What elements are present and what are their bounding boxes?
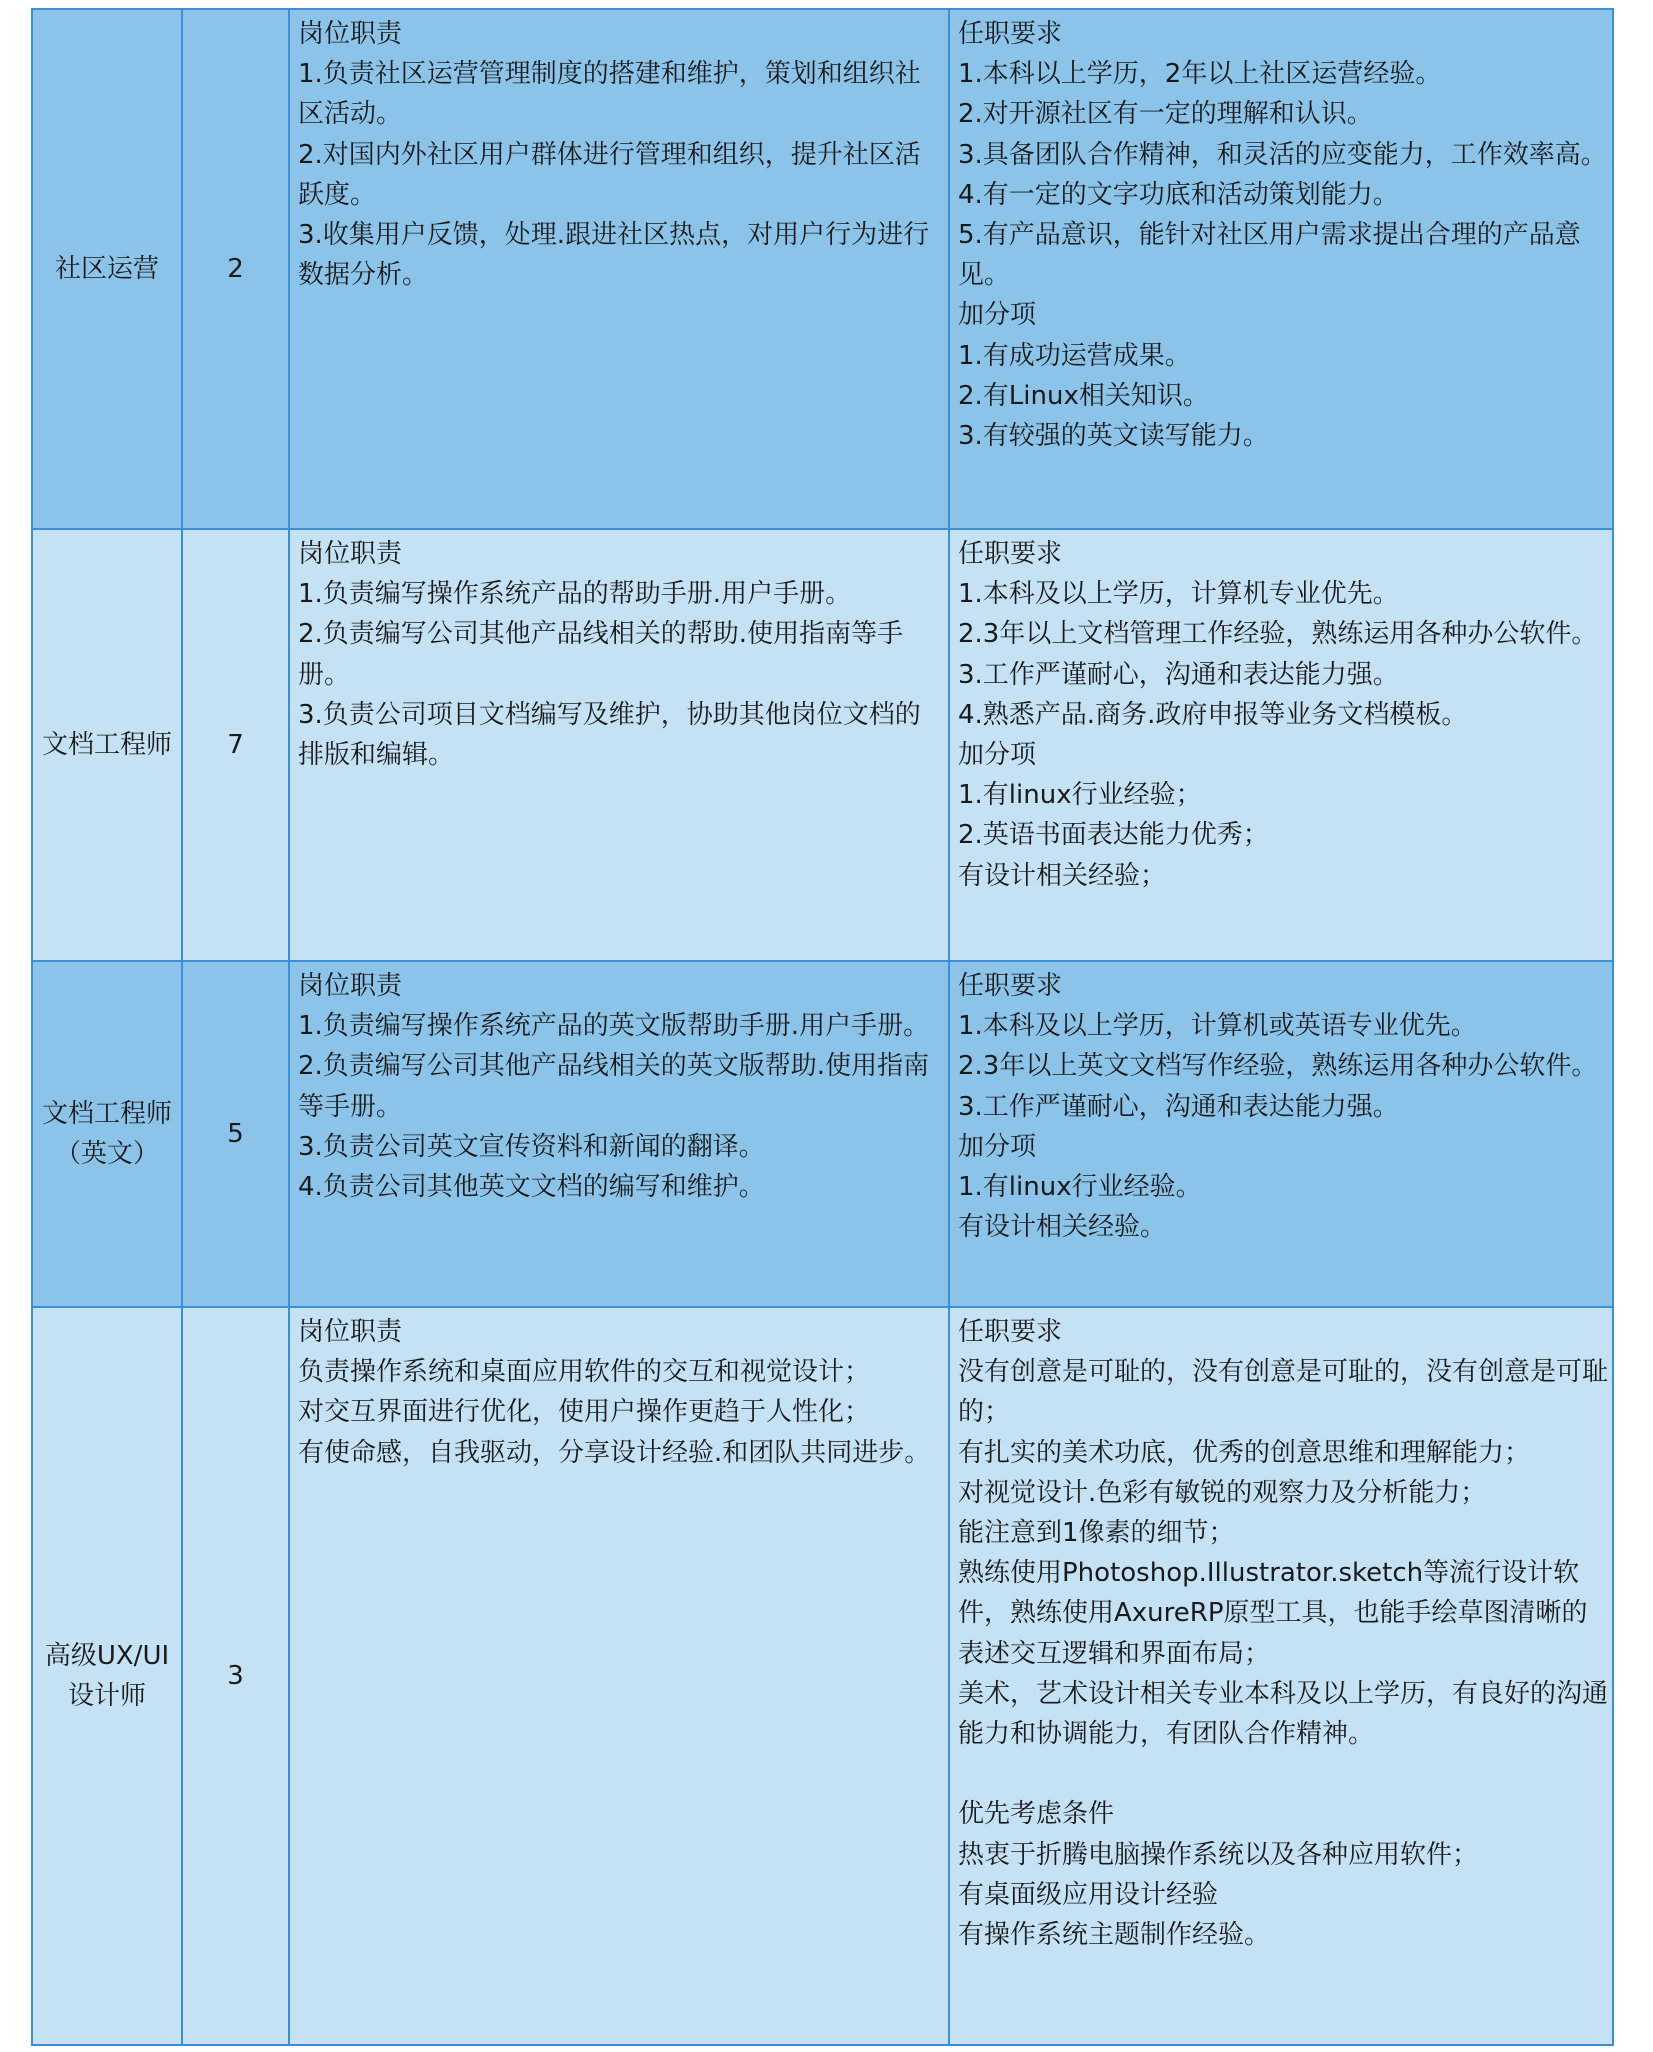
headcount: 2 [227,253,244,284]
duty-item: 2.负责编写公司其他产品线相关的帮助.使用指南等手册。 [298,619,904,690]
table-row [32,9,1613,529]
duties-cell [289,1307,949,2045]
duty-item: 有使命感，自我驱动，分享设计经验.和团队共同进步。 [298,1437,931,1468]
requirements-heading: 任职要求 [958,1317,1063,1347]
duty-item: 2.负责编写公司其他产品线相关的英文版帮助.使用指南等手册。 [298,1051,930,1122]
preferred-heading: 优先考虑条件 [958,1799,1115,1830]
duties-cell [289,9,949,529]
bonus-item: 有设计相关经验。 [958,1212,1167,1243]
preferred-item: 有桌面级应用设计经验 [958,1879,1219,1910]
duty-item: 负责操作系统和桌面应用软件的交互和视觉设计； [298,1357,871,1388]
bonus-item: 有设计相关经验； [958,860,1167,891]
position-name: 文档工程师 [41,730,172,760]
requirements-cell [949,961,1613,1307]
duty-item: 1.负责社区运营管理制度的搭建和维护，策划和组织社区活动。 [298,59,921,130]
requirement-item: 4.熟悉产品.商务.政府申报等业务文档模板。 [958,699,1468,730]
requirements-heading: 任职要求 [958,971,1063,1001]
preferred-item: 热衷于折腾电脑操作系统以及各种应用软件； [958,1839,1479,1870]
requirement-item: 2.3年以上文档管理工作经验，熟练运用各种办公软件。 [958,619,1598,650]
table-row [32,529,1613,961]
requirement-item: 1.本科以上学历，2年以上社区运营经验。 [958,59,1442,90]
headcount-cell [182,961,289,1307]
requirement-item: 美术，艺术设计相关专业本科及以上学历，有良好的沟通能力和协调能力，有团队合作精神。 [958,1678,1609,1750]
headcount-cell [182,9,289,529]
requirement-item: 3.工作严谨耐心，沟通和表达能力强。 [958,1091,1399,1122]
duties-heading: 岗位职责 [298,971,403,1001]
requirement-item: 1.本科及以上学历，计算机专业优先。 [958,579,1399,610]
table-row [32,1307,1613,2045]
duties-heading: 岗位职责 [298,19,403,49]
requirement-item: 能注意到1像素的细节； [958,1518,1235,1549]
requirements-cell [949,1307,1613,2045]
duties-cell [289,961,949,1307]
requirement-item: 对视觉设计.色彩有敏锐的观察力及分析能力； [958,1477,1487,1508]
requirement-item: 4.有一定的文字功底和活动策划能力。 [958,179,1399,210]
requirement-item: 1.本科及以上学历，计算机或英语专业优先。 [958,1011,1477,1042]
position-name-cell [32,529,182,961]
bonus-heading: 加分项 [958,300,1037,331]
requirement-item: 熟练使用Photoshop.Illustrator.sketch等流行设计软件，熟练使用AxureRP原型工具，也能手绘草图清晰的表述交互逻辑和界面布局； [958,1558,1588,1669]
duty-item: 1.负责编写操作系统产品的英文版帮助手册.用户手册。 [298,1011,930,1042]
bonus-item: 1.有linux行业经验。 [958,1172,1202,1203]
requirement-item: 3.具备团队合作精神，和灵活的应变能力，工作效率高。 [958,139,1607,170]
bonus-heading: 加分项 [958,1131,1037,1162]
duties-cell [289,529,949,961]
duty-item: 2.对国内外社区用户群体进行管理和组织，提升社区活跃度。 [298,139,921,210]
requirement-item: 没有创意是可耻的，没有创意是可耻的，没有创意是可耻的； [958,1357,1609,1428]
duty-item: 3.负责公司项目文档编写及维护，协助其他岗位文档的排版和编辑。 [298,699,921,771]
headcount-cell [182,529,289,961]
preferred-item: 有操作系统主题制作经验。 [958,1920,1271,1951]
requirements-cell [949,9,1613,529]
headcount: 5 [227,1118,244,1149]
position-name-cell [32,1307,182,2045]
requirement-item: 5.有产品意识，能针对社区用户需求提出合理的产品意见。 [958,220,1581,291]
position-name-cell [32,9,182,529]
bonus-item: 3.有较强的英文读写能力。 [958,421,1269,452]
requirements-cell [949,529,1613,961]
headcount-cell [182,1307,289,2045]
duties-heading: 岗位职责 [298,1317,403,1347]
bonus-item: 1.有成功运营成果。 [958,340,1191,371]
bonus-item: 1.有linux行业经验； [958,780,1202,811]
position-name-cell [32,961,182,1307]
bonus-heading: 加分项 [958,740,1037,771]
headcount: 3 [227,1660,244,1691]
position-name: 高级UX/UI [44,1641,170,1671]
requirement-item: 2.3年以上英文文档写作经验，熟练运用各种办公软件。 [958,1051,1598,1082]
requirement-item: 2.对开源社区有一定的理解和认识。 [958,99,1373,130]
duty-item: 3.收集用户反馈，处理.跟进社区热点，对用户行为进行数据分析。 [298,220,930,291]
requirements-heading: 任职要求 [958,19,1063,49]
job-table [31,8,1614,2046]
headcount: 7 [227,729,244,760]
duty-item: 对交互界面进行优化，使用户操作更趋于人性化； [298,1397,871,1428]
position-name: 社区运营 [54,254,159,284]
position-name-note: （英文） [54,1139,159,1169]
duty-item: 1.负责编写操作系统产品的帮助手册.用户手册。 [298,579,852,610]
duties-heading: 岗位职责 [298,539,403,569]
position-name: 文档工程师 [41,1099,172,1129]
requirement-item: 有扎实的美术功底，优秀的创意思维和理解能力； [958,1437,1531,1468]
blank-line [958,1754,1608,1794]
table-row [32,961,1613,1307]
duty-item: 3.负责公司英文宣传资料和新闻的翻译。 [298,1131,765,1162]
bonus-item: 2.英语书面表达能力优秀； [958,820,1269,851]
bonus-item: 2.有Linux相关知识。 [958,380,1209,411]
position-name-line2: 设计师 [67,1681,146,1711]
requirements-heading: 任职要求 [958,539,1063,569]
duty-item: 4.负责公司其他英文文档的编写和维护。 [298,1172,765,1203]
requirement-item: 3.工作严谨耐心，沟通和表达能力强。 [958,659,1399,690]
